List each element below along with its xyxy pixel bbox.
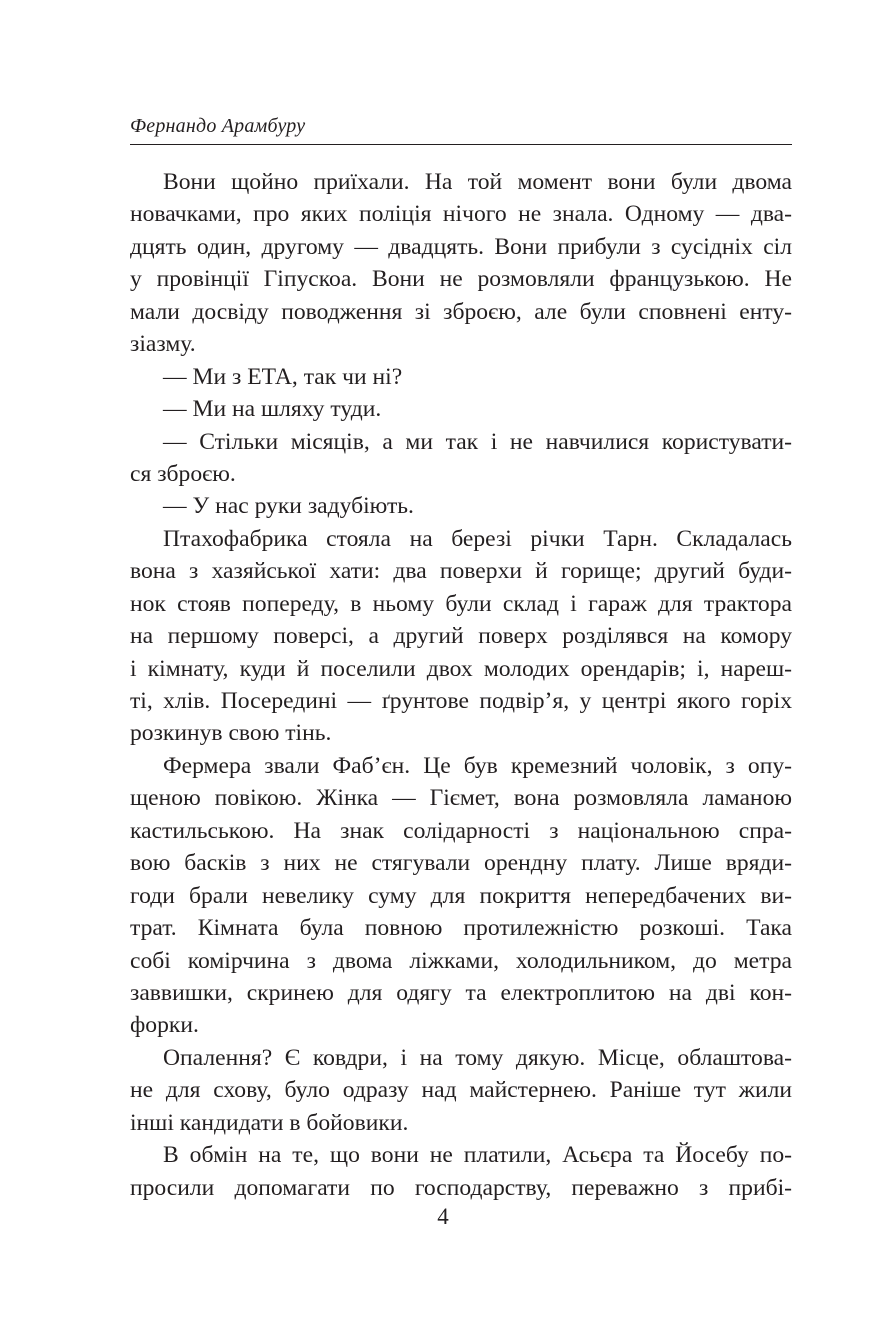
text-line: ся зброєю. bbox=[130, 460, 236, 487]
text-line: заввишки, скринею для одягу та електроплитою на дві кон- bbox=[130, 979, 792, 1006]
text-line: нок стояв попереду, в ньому були склад і гараж для трактора bbox=[130, 590, 792, 617]
text-line: форки. bbox=[130, 1012, 199, 1039]
text-line: інші кандидати в бойовики. bbox=[130, 1109, 409, 1136]
text-line: дцять один, другому — двадцять. Вони прибули з сусідніх сіл bbox=[130, 233, 792, 260]
page-number: 4 bbox=[437, 1204, 449, 1229]
text-line: не для схову, було одразу над майстернею. Раніше тут жили bbox=[130, 1077, 792, 1104]
text-line: Птахофабрика стояла на березі річки Тарн. Складалась bbox=[163, 525, 792, 552]
text-line: собі комірчина з двома ліжками, холодильником, до метра bbox=[130, 947, 792, 974]
text-line: В обмін на те, що вони не платили, Асьєра та Йосебу по- bbox=[163, 1142, 792, 1169]
text-line: ті, хлів. Посередині — ґрунтове подвір’я, у центрі якого горіх bbox=[130, 688, 792, 714]
text-line: на першому поверсі, а другий поверх розділявся на комору bbox=[130, 623, 792, 650]
text-line: Вони щойно приїхали. На той момент вони були двома bbox=[163, 169, 792, 195]
text-line: мали досвіду поводження зі зброєю, але були сповнені енту- bbox=[130, 298, 792, 325]
text-line: і кімнату, куди й поселили двох молодих орендарів; і, нареш- bbox=[130, 655, 792, 682]
text-line: вою басків з них не стягували орендну плату. Лише вряди- bbox=[130, 850, 792, 877]
text-line: трат. Кімната була повною протилежністю розкоші. Така bbox=[130, 915, 792, 942]
text-line: новачками, про яких поліція нічого не знала. Одному — два- bbox=[130, 201, 792, 228]
body-text bbox=[130, 166, 792, 1204]
text-line: щеною повікою. Жінка — Гіємет, вона розмовляла ламаною bbox=[130, 785, 792, 812]
text-line: — Стільки місяців, а ми так і не навчилися користувати- bbox=[163, 428, 792, 455]
text-line: розкинув свою тінь. bbox=[130, 720, 332, 747]
header-divider bbox=[130, 144, 792, 145]
text-line: Фермера звали Фаб’єн. Це був кремезний чоловік, з опу- bbox=[163, 752, 792, 779]
text-line: — Ми з ЕТА, так чи ні? bbox=[163, 363, 403, 390]
text-line: — У нас руки задубіють. bbox=[163, 493, 414, 520]
text-line: годи брали невелику суму для покриття непередбачених ви- bbox=[130, 882, 792, 909]
text-line: зіазму. bbox=[130, 331, 196, 358]
running-header-author: Фернандо Арамбуру bbox=[130, 115, 306, 137]
text-line: просили допомагати по господарству, переважно з прибі- bbox=[130, 1174, 792, 1201]
text-line: — Ми на шляху туди. bbox=[163, 396, 382, 423]
text-line: у провінції Гіпускоа. Вони не розмовляли французькою. Не bbox=[130, 266, 792, 293]
text-line: кастильською. На знак солідарності з національною спра- bbox=[130, 817, 792, 844]
text-line: Опалення? Є ковдри, і на тому дякую. Місце, облаштова- bbox=[163, 1044, 792, 1071]
text-line: вона з хазяйської хати: два поверхи й горище; другий буди- bbox=[130, 558, 792, 585]
